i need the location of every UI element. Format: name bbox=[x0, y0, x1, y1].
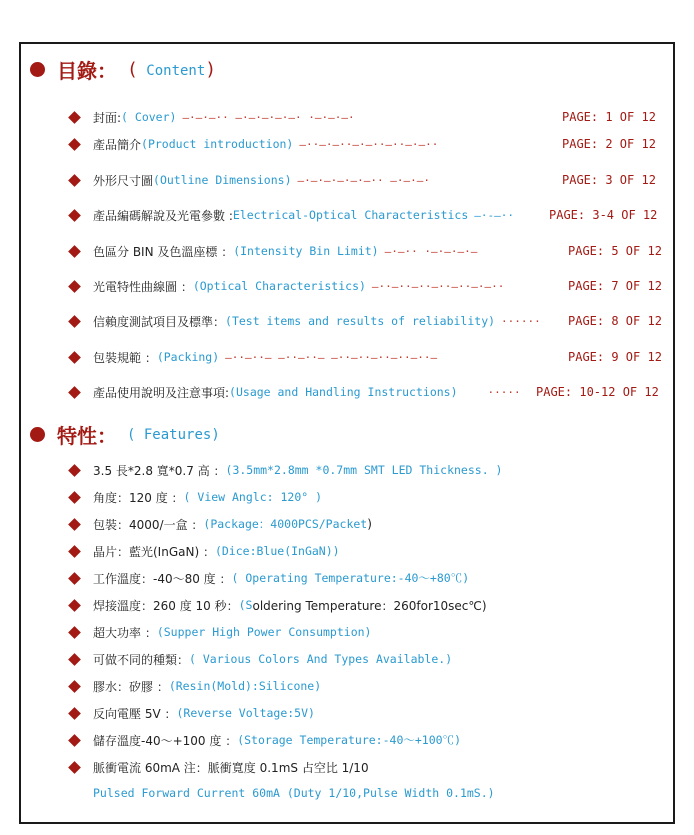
feature-pulse-current-english: Pulsed Forward Current 60mA (Duty 1/10,Pulse Width 0.1mS.) bbox=[93, 786, 495, 800]
feature-item-operating-temperature: 工作溫度：-40～80 度 ： ( Operating Temperature:-40～+80℃) bbox=[70, 569, 469, 587]
diamond-bullet-icon bbox=[68, 680, 81, 693]
diamond-bullet-icon bbox=[68, 209, 81, 222]
toc-page-electrical-optical: PAGE: 3-4 OF 12 bbox=[549, 208, 658, 222]
features-heading bbox=[30, 420, 220, 449]
toc-page-packing: PAGE: 9 OF 12 bbox=[568, 350, 662, 364]
toc-item-reliability: 信賴度測試項目及標準： (Test items and results of reliability) ······ bbox=[70, 312, 541, 330]
toc-page-usage-handling: PAGE: 10-12 OF 12 bbox=[536, 385, 659, 399]
diamond-bullet-icon bbox=[68, 653, 81, 666]
diamond-bullet-icon bbox=[68, 245, 81, 258]
feature-item-soldering-temperature: 焊接溫度：260 度 10 秒： (S oldering Temperature：260for10sec℃) bbox=[70, 596, 487, 614]
diamond-bullet-icon bbox=[68, 761, 81, 774]
diamond-bullet-icon bbox=[68, 386, 81, 399]
diamond-bullet-icon bbox=[68, 518, 81, 531]
diamond-bullet-icon bbox=[68, 111, 81, 124]
toc-heading bbox=[30, 55, 216, 84]
feature-item-storage-temperature: 儲存溫度-40～+100 度 ： (Storage Temperature:-40～+100℃) bbox=[70, 731, 461, 749]
toc-page-outline-dimensions: PAGE: 3 OF 12 bbox=[562, 173, 656, 187]
bullet-dot-icon bbox=[30, 427, 45, 442]
feature-item-power: 超大功率 ： (Supper High Power Consumption) bbox=[70, 623, 371, 641]
feature-item-package: 包裝：4000/一盒 ： (Package：4000PCS/Packet ) bbox=[70, 515, 372, 533]
diamond-bullet-icon bbox=[68, 315, 81, 328]
diamond-bullet-icon bbox=[68, 491, 81, 504]
diamond-bullet-icon bbox=[68, 599, 81, 612]
toc-item-outline-dimensions: 外形尺寸圖 (Outline Dimensions) —·—·—·—·—·—·· —·—·—· bbox=[70, 171, 430, 189]
diamond-bullet-icon bbox=[68, 572, 81, 585]
toc-page-product-introduction: PAGE: 2 OF 12 bbox=[562, 137, 656, 151]
toc-item-product-introduction: 產品簡介 (Product introduction) —··—·—··—·—··—··—·—·· bbox=[70, 135, 438, 153]
toc-page-intensity-bin: PAGE: 5 OF 12 bbox=[568, 244, 662, 258]
diamond-bullet-icon bbox=[68, 464, 81, 477]
toc-page-reliability: PAGE: 8 OF 12 bbox=[568, 314, 662, 328]
toc-item-electrical-optical: 產品編碼解說及光電參數 : Electrical-Optical Characteristics —·-—·· bbox=[70, 206, 514, 224]
feature-item-resin: 膠水：矽膠 ： (Resin(Mold):Silicone) bbox=[70, 677, 321, 695]
feature-item-colors: 可做不同的種類： ( Various Colors And Types Available.) bbox=[70, 650, 452, 668]
diamond-bullet-icon bbox=[68, 626, 81, 639]
diamond-bullet-icon bbox=[68, 545, 81, 558]
diamond-bullet-icon bbox=[68, 351, 81, 364]
feature-item-reverse-voltage: 反向電壓 5V ： (Reverse Voltage:5V) bbox=[70, 704, 315, 722]
bullet-dot-icon bbox=[30, 62, 45, 77]
features-heading-en: ( Features) bbox=[127, 426, 220, 443]
toc-item-cover: 封面: ( Cover) —·—·—·· —·—·—·—·—· ·—·—·—· bbox=[70, 108, 355, 126]
feature-item-pulse-current: 脈衝電流 60mA 注：脈衝寬度 0.1mS 占空比 1/10 bbox=[70, 758, 369, 776]
diamond-bullet-icon bbox=[68, 174, 81, 187]
diamond-bullet-icon bbox=[68, 138, 81, 151]
toc-item-usage-handling: 產品使用說明及注意事項: (Usage and Handling Instructions) ····· bbox=[70, 383, 521, 401]
feature-item-angle: 角度：120 度 ： ( View Anglc: 120° ) bbox=[70, 488, 322, 506]
diamond-bullet-icon bbox=[68, 707, 81, 720]
diamond-bullet-icon bbox=[68, 280, 81, 293]
toc-heading-zh: 目錄： bbox=[57, 59, 117, 83]
toc-heading-en: ( Content) bbox=[127, 59, 217, 80]
toc-page-cover: PAGE: 1 OF 12 bbox=[562, 110, 656, 124]
diamond-bullet-icon bbox=[68, 734, 81, 747]
toc-page-optical-characteristics: PAGE: 7 OF 12 bbox=[568, 279, 662, 293]
toc-item-intensity-bin: 色區分 BIN 及色溫座標 ： (Intensity Bin Limit) —·—·· ·—·—·—·— bbox=[70, 242, 477, 260]
feature-item-dice: 晶片：藍光(InGaN) ： (Dice:Blue(InGaN)) bbox=[70, 542, 340, 560]
toc-item-optical-characteristics: 光電特性曲線圖 ： (Optical Characteristics) —··—··—··—··—··—·—·· bbox=[70, 277, 504, 295]
features-heading-zh: 特性： bbox=[57, 424, 117, 448]
toc-item-packing: 包裝規範 ： (Packing) —··—··— —··—··— —··—··—··—··—··— bbox=[70, 348, 437, 366]
feature-item-size: 3.5 長*2.8 寬*0.7 高 ： (3.5mm*2.8mm *0.7mm SMT LED Thickness. ) bbox=[70, 461, 502, 479]
